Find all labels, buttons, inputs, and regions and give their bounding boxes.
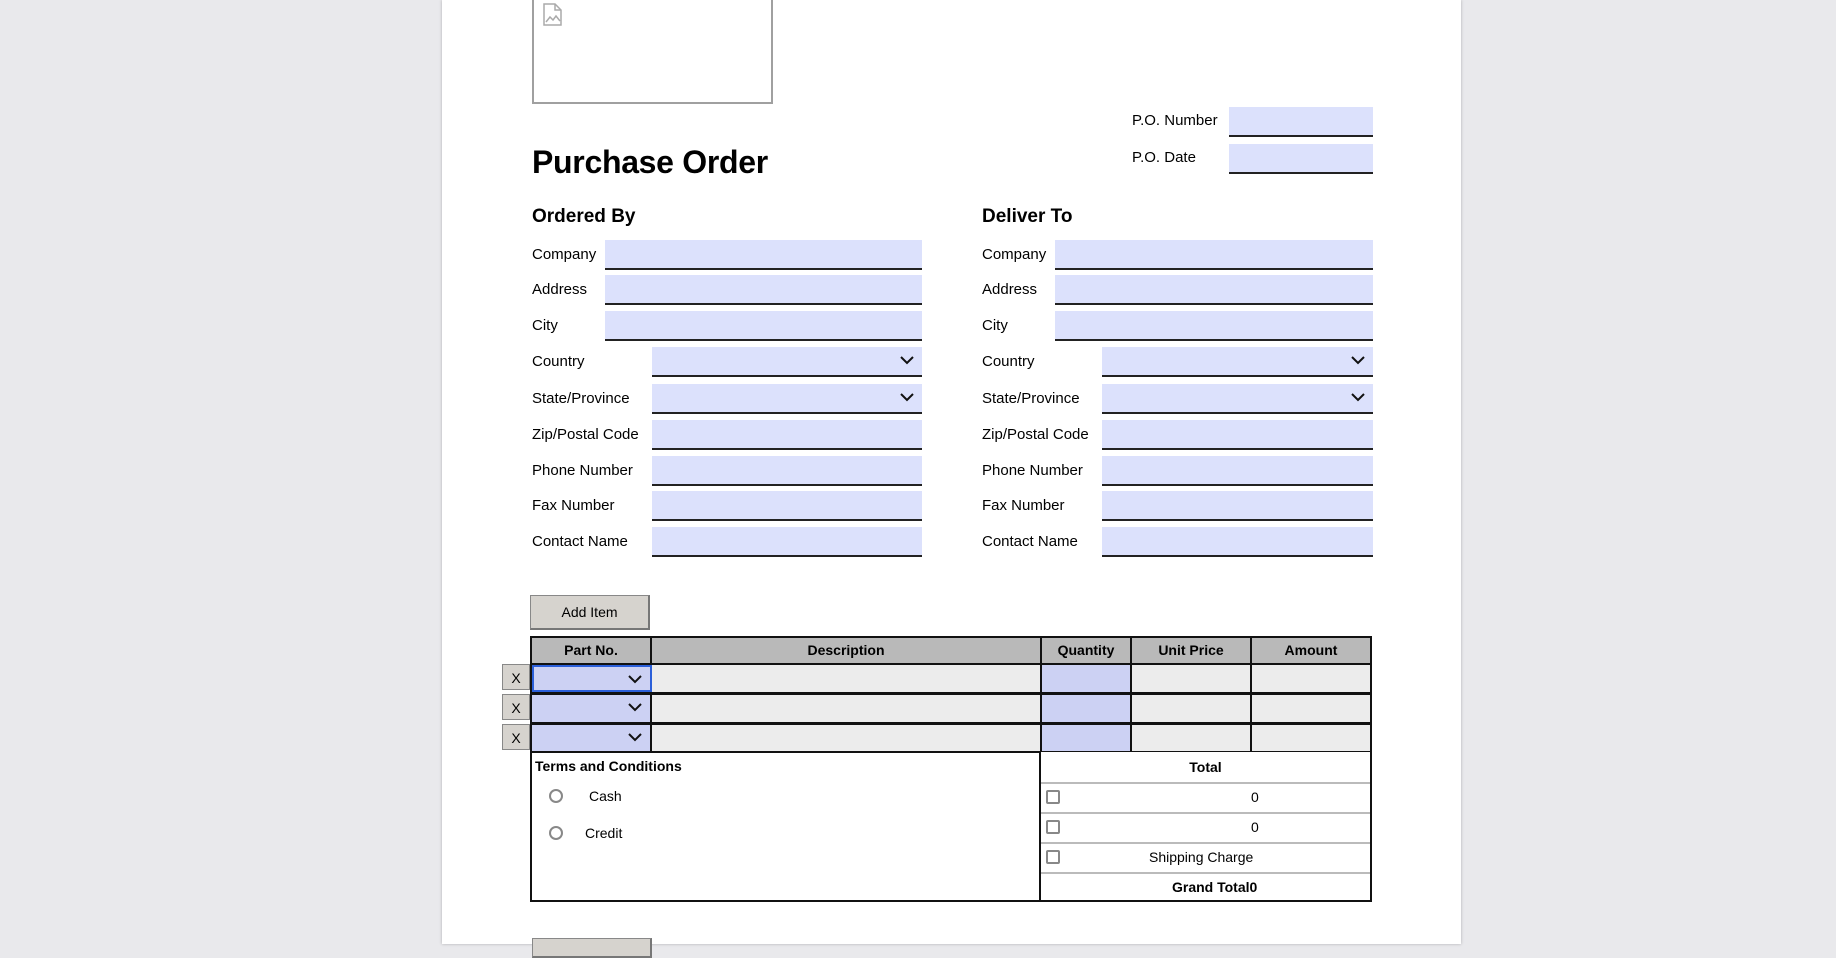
- shipping-label: Shipping Charge: [1149, 849, 1254, 865]
- deliver-phone-input[interactable]: [1102, 456, 1373, 486]
- deliver-contact-label: Contact Name: [982, 533, 1078, 550]
- credit-radio[interactable]: [549, 826, 563, 840]
- amount-cell: [1252, 695, 1370, 722]
- description-cell[interactable]: [652, 695, 1042, 722]
- col-header-amount: Amount: [1252, 638, 1370, 663]
- ordered-company-label: Company: [532, 246, 597, 263]
- part-no-select[interactable]: [532, 725, 652, 751]
- col-header-part-no: Part No.: [532, 638, 652, 663]
- cash-radio[interactable]: [549, 789, 563, 803]
- col-header-unit-price: Unit Price: [1132, 638, 1252, 663]
- total-line-value: 0: [1251, 819, 1259, 835]
- ordered-city-label: City: [532, 317, 558, 334]
- deliver-state-select[interactable]: [1102, 384, 1373, 414]
- ordered-zip-input[interactable]: [652, 420, 922, 450]
- chevron-down-icon: [1351, 391, 1365, 403]
- quantity-cell[interactable]: [1042, 665, 1132, 692]
- deliver-fax-label: Fax Number: [982, 497, 1065, 514]
- col-header-description: Description: [652, 638, 1042, 663]
- chevron-down-icon: [900, 391, 914, 403]
- total-line-checkbox[interactable]: [1046, 790, 1060, 804]
- description-cell[interactable]: [652, 725, 1042, 751]
- grand-total-label: Grand Total: [1172, 879, 1250, 895]
- po-number-input[interactable]: [1229, 107, 1373, 137]
- grand-total-value: 0: [1249, 879, 1258, 895]
- deliver-city-input[interactable]: [1055, 311, 1373, 341]
- chevron-down-icon: [628, 731, 642, 743]
- add-item-button[interactable]: Add Item: [530, 595, 650, 630]
- items-table: [530, 636, 1372, 753]
- quantity-cell[interactable]: [1042, 695, 1132, 722]
- ordered-fax-label: Fax Number: [532, 497, 615, 514]
- page-title: Purchase Order: [532, 144, 768, 180]
- unit-price-cell[interactable]: [1132, 665, 1252, 692]
- shipping-line: [1041, 842, 1370, 874]
- ordered-contact-input[interactable]: [652, 527, 922, 557]
- amount-cell: [1252, 725, 1370, 751]
- po-number-label: P.O. Number: [1132, 112, 1218, 129]
- deliver-country-select[interactable]: [1102, 347, 1373, 377]
- ordered-country-select[interactable]: [652, 347, 922, 377]
- ordered-fax-input[interactable]: [652, 491, 922, 521]
- broken-image-icon: [542, 3, 564, 27]
- chevron-down-icon: [900, 354, 914, 366]
- po-date-label: P.O. Date: [1132, 149, 1196, 166]
- col-header-quantity: Quantity: [1042, 638, 1132, 663]
- ordered-by-heading: Ordered By: [532, 206, 636, 227]
- ordered-state-select[interactable]: [652, 384, 922, 414]
- ordered-address-input[interactable]: [605, 275, 922, 305]
- total-line: [1041, 812, 1370, 844]
- chevron-down-icon: [1351, 354, 1365, 366]
- terms-heading: Terms and Conditions: [535, 758, 682, 774]
- deliver-zip-label: Zip/Postal Code: [982, 426, 1089, 443]
- deliver-city-label: City: [982, 317, 1008, 334]
- document-page: [442, 0, 1461, 944]
- ordered-company-input[interactable]: [605, 240, 922, 270]
- ordered-city-input[interactable]: [605, 311, 922, 341]
- deliver-address-label: Address: [982, 281, 1038, 298]
- deliver-fax-input[interactable]: [1102, 491, 1373, 521]
- cash-label: Cash: [589, 788, 622, 804]
- grand-total: [1172, 879, 1257, 895]
- ordered-address-label: Address: [532, 281, 588, 298]
- deliver-address-input[interactable]: [1055, 275, 1373, 305]
- ordered-state-label: State/Province: [532, 390, 630, 407]
- total-label: Total: [1041, 752, 1370, 784]
- partial-button[interactable]: [532, 938, 652, 958]
- logo-placeholder[interactable]: [532, 0, 773, 104]
- unit-price-cell[interactable]: [1132, 695, 1252, 722]
- ordered-zip-label: Zip/Postal Code: [532, 426, 639, 443]
- total-line-checkbox[interactable]: [1046, 820, 1060, 834]
- deliver-phone-label: Phone Number: [982, 462, 1083, 479]
- ordered-contact-label: Contact Name: [532, 533, 628, 550]
- description-cell[interactable]: [652, 665, 1042, 692]
- table-row: [532, 695, 1370, 722]
- ordered-phone-input[interactable]: [652, 456, 922, 486]
- table-row: [532, 725, 1370, 751]
- deliver-zip-input[interactable]: [1102, 420, 1373, 450]
- remove-row-button[interactable]: X: [502, 664, 530, 690]
- quantity-cell[interactable]: [1042, 725, 1132, 751]
- totals-panel: [1039, 752, 1372, 902]
- deliver-company-input[interactable]: [1055, 240, 1373, 270]
- deliver-company-label: Company: [982, 246, 1047, 263]
- deliver-to-heading: Deliver To: [982, 206, 1073, 227]
- part-no-select[interactable]: [532, 665, 652, 692]
- chevron-down-icon: [628, 701, 642, 713]
- deliver-state-label: State/Province: [982, 390, 1080, 407]
- amount-cell: [1252, 665, 1370, 692]
- credit-label: Credit: [585, 825, 623, 841]
- remove-row-button[interactable]: X: [502, 724, 530, 750]
- remove-row-button[interactable]: X: [502, 694, 530, 720]
- total-line: [1041, 782, 1370, 814]
- shipping-checkbox[interactable]: [1046, 850, 1060, 864]
- total-line-value: 0: [1251, 789, 1259, 805]
- table-row: [532, 665, 1370, 692]
- part-no-select[interactable]: [532, 695, 652, 722]
- ordered-phone-label: Phone Number: [532, 462, 633, 479]
- po-date-input[interactable]: [1229, 144, 1373, 174]
- deliver-country-label: Country: [982, 353, 1035, 370]
- deliver-contact-input[interactable]: [1102, 527, 1373, 557]
- ordered-country-label: Country: [532, 353, 585, 370]
- unit-price-cell[interactable]: [1132, 725, 1252, 751]
- terms-panel: [530, 752, 1041, 902]
- chevron-down-icon: [628, 673, 642, 685]
